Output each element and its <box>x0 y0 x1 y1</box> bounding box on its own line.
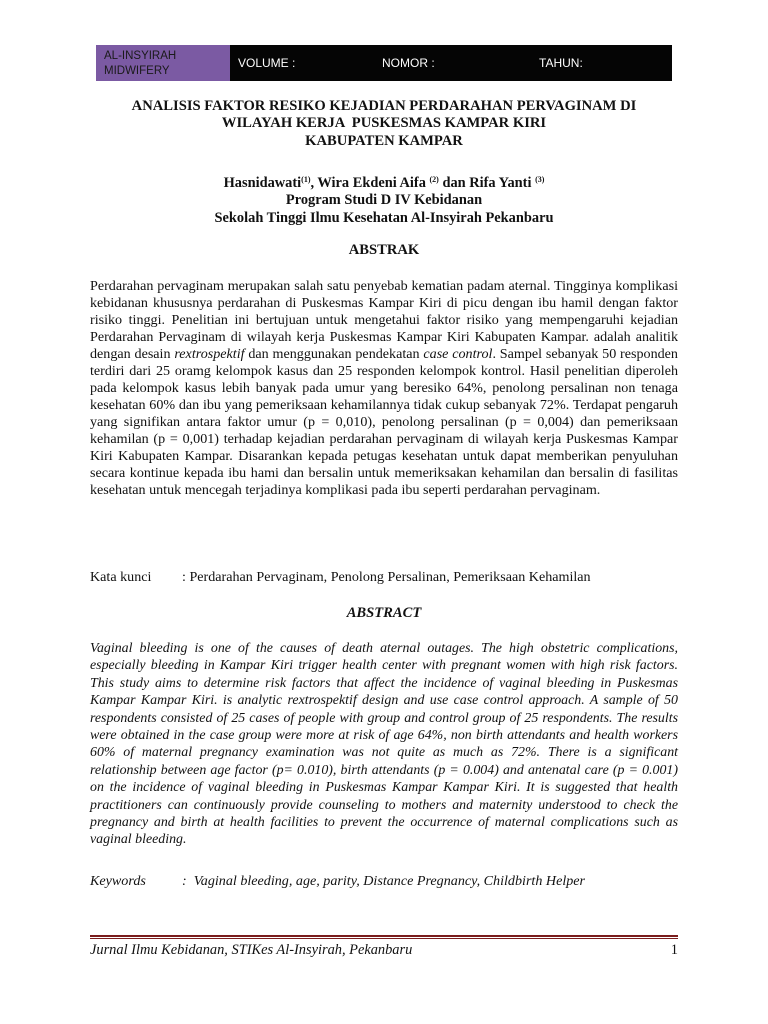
abstrak-text-a: Perdarahan pervaginam merupakan salah satu penyebab kematian padam aternal. Tingginya komplikasi kebidanan khususnya perdarahan di Puskesmas Kampar Kiri di picu dengan ibu hamil dengan faktor risiko tinggi. Penelitian ini bertujuan untuk mengetahui faktor risiko yang mempengaruhi kejadian Perdarahan Pervaginam di wilayah kerja Puskesmas Kampar Kiri Kabupaten Kampar. adalah analitik dengan desain <box>90 278 678 362</box>
title-line-3: KABUPATEN KAMPAR <box>305 132 463 149</box>
institution: Sekolah Tinggi Ilmu Kesehatan Al-Insyirah Pekanbaru <box>214 209 554 226</box>
keywords-value: : Vaginal bleeding, age, parity, Distance Pregnancy, Childbirth Helper <box>182 873 586 889</box>
tahun-label: TAHUN: <box>539 56 583 70</box>
author-2: , Wira Ekdeni Aifa <box>310 175 426 191</box>
abstrak-term-case-control: case control <box>423 346 493 362</box>
author-1-affiliation: (1) <box>301 175 311 184</box>
study-program: Program Studi D IV Kebidanan <box>285 192 483 209</box>
page-number: 1 <box>670 942 678 958</box>
author-3-affiliation: (3) <box>535 175 545 184</box>
author-3: dan Rifa Yanti <box>438 175 532 191</box>
keywords-row <box>90 873 678 890</box>
abstrak-text-c: . Sampel sebanyak 50 responden terdiri dari 25 oramg kelompok kasus dan 25 responden kelompok kontrol. Hasil penelitian diperoleh pada kelompok kasus lebih banyak pada umur yang beresiko 64%, penolong persalinan non tenaga kesehatan 60% dan ibu yang pemeriksaan kehamilannya tidak cukup sebanyak 72%. Terdapat pengaruh yang signifikan antara faktor umur (p = 0,010), penolong persalinan (p = 0,004) dan pemeriksaan kehamilan (p = 0,001) terhadap kejadian perdarahan pervaginam di wilayah kerja Puskesmas Kampar Kiri Kabupaten Kampar. Disarankan kepada petugas kesehatan untuk dapat memberikan penyuluhan secara kontinue kepada ibu hami dan bersalin untuk memeriksakan kehamilan dan bersalin di fasilitas kesehatan untuk mencegah terjadinya komplikasi pada ibu seperti perdarahan pervaginam. <box>90 346 678 498</box>
author-names <box>96 171 672 192</box>
journal-name-line2: MIDWIFERY <box>104 65 170 77</box>
article-title <box>96 98 672 150</box>
abstrak-heading: ABSTRAK <box>348 242 420 258</box>
author-1: Hasnidawati <box>223 175 302 191</box>
footer-journal: Jurnal Ilmu Kebidanan, STIKes Al-Insyirah, Pekanbaru <box>90 942 413 958</box>
author-2-affiliation: (2) <box>429 175 439 184</box>
title-line-1: ANALISIS FAKTOR RESIKO KEJADIAN PERDARAHAN PERVAGINAM DI <box>131 98 637 114</box>
kata-kunci-label: Kata kunci <box>90 569 152 585</box>
journal-name-line1: AL-INSYIRAH <box>104 50 177 62</box>
kata-kunci-value: : Perdarahan Pervaginam, Penolong Persalinan, Pemeriksaan Kehamilan <box>182 569 591 585</box>
abstract-heading: ABSTRACT <box>346 605 422 621</box>
journal-name-box <box>96 45 230 81</box>
abstrak-text-b: dan menggunakan pendekatan <box>244 346 424 362</box>
abstrak-body <box>90 278 678 499</box>
abstract-body: Vaginal bleeding is one of the causes of death aternal outages. The high obstetric complications, especially bleeding in Kampar Kiri trigger health center with pregnant women with high risk factors. This study aims to determine risk factors that affect the incidence of vaginal bleeding in Puskesmas Kampar Kampar Kiri. is analytic rextrospektif design and use case control approach. A sample of 50 respondents consisted of 25 cases of people with group and control group of 25 respondents. The results were obtained in the case group were more at risk of age 64%, non birth attendants and health workers 60% of maternal pregnancy examination was not quite as much as 72%. There is a significant relationship between age factor (p= 0.010), birth attendants (p = 0.004) and antenatal care (p = 0.001) on the incidence of vaginal bleeding in Puskesmas Kampar Kampar Kiri. It is suggested that health practitioners can continuously provide counseling to mothers and maternity understood to check the pregnancy and birth at health facilities to prevent the occurrence of maternal complications such as vaginal bleeding. <box>90 641 678 848</box>
journal-header-bar <box>96 45 672 81</box>
volume-label: VOLUME : <box>238 56 296 70</box>
nomor-label: NOMOR : <box>382 56 435 70</box>
kata-kunci-row <box>90 569 678 586</box>
footer-rule <box>90 935 678 937</box>
author-block <box>96 171 672 227</box>
title-line-2: WILAYAH KERJA PUSKESMAS KAMPAR KIRI <box>221 115 547 132</box>
footer-rule-thin <box>90 938 678 939</box>
keywords-label: Keywords <box>90 873 146 889</box>
abstrak-term-retrospective: rextrospektif <box>174 346 245 362</box>
